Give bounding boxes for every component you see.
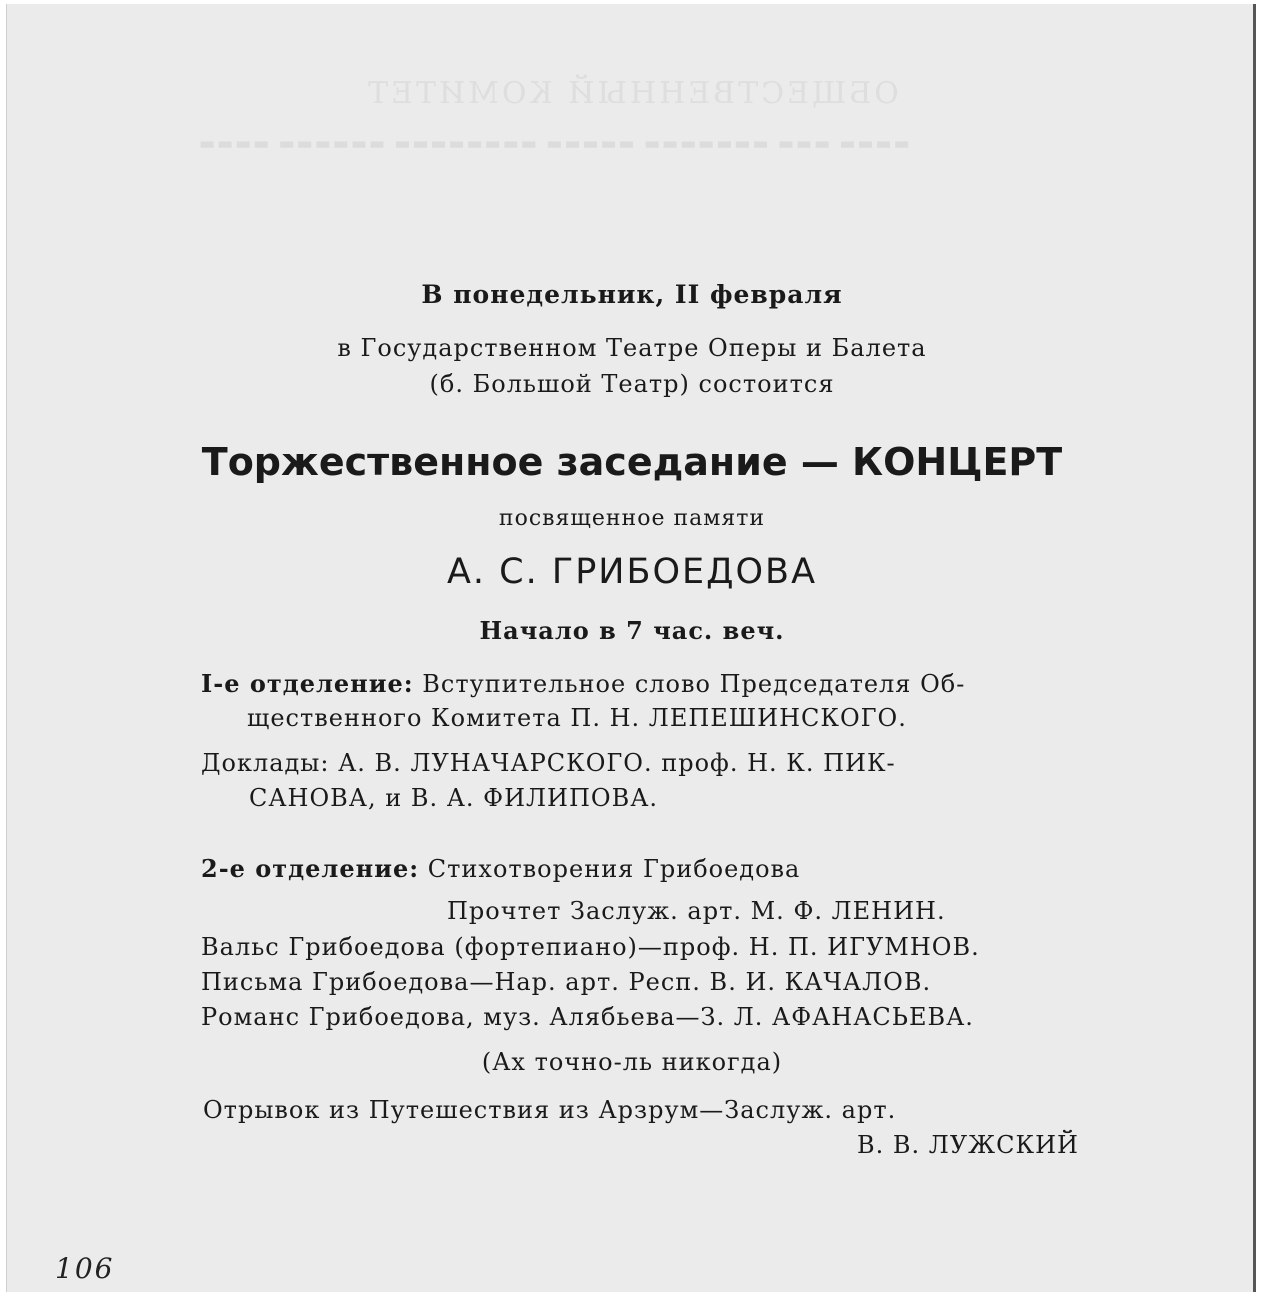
part-one-intro-text: Вступительное слово Председателя Об- [422, 670, 966, 698]
start-time: Начало в 7 час. веч. [479, 616, 785, 645]
part-two-line-4: Письма Грибоедова—Нар. арт. Респ. В. И. КАЧАЛОВ. [201, 968, 932, 996]
part-two-line-5: Романс Грибоедова, муз. Алябьева—З. Л. АФАНАСЬЕВА. [201, 1003, 974, 1031]
part-two-line-3: Вальс Грибоедова (фортепиано)—проф. Н. П. ИГУМНОВ. [201, 933, 980, 961]
part-one-label: I-е отделение: [201, 669, 414, 698]
bleed-through-subline: ▬▬▬▬ ▬▬▬ ▬▬▬▬▬▬▬ ▬▬▬▬▬ ▬▬▬▬▬▬▬▬ ▬▬▬▬▬▬ ▬▬▬▬ [197, 134, 910, 154]
dedication-line: посвященное памяти [498, 506, 766, 531]
venue-line-1: в Государственном Театре Оперы и Балета [337, 334, 927, 362]
program-sheet [6, 4, 1256, 1292]
event-title: Торжественное заседание — КОНЦЕРТ [201, 440, 1063, 484]
part-two-line-2: Прочтет Заслуж. арт. М. Ф. ЛЕНИН. [447, 897, 946, 925]
part-one-reports-2: САНОВА, и В. А. ФИЛИПОВА. [249, 784, 659, 812]
part-one-line-2: щественного Комитета П. Н. ЛЕПЕШИНСКОГО. [247, 704, 907, 732]
part-two-poems-text: Стихотворения Грибоедова [427, 855, 801, 883]
venue-line-2: (б. Большой Театр) состоится [429, 370, 835, 398]
part-two-line-1 [201, 854, 800, 883]
bleed-through-heading: ОБЩЕСТВЕННЫЙ КОМИТЕТ [365, 76, 899, 111]
part-two-line-6: (Ах точно-ль никогда) [481, 1048, 783, 1076]
part-one-reports-1: Доклады: А. В. ЛУНАЧАРСКОГО. проф. Н. К. ПИК- [201, 749, 896, 777]
handwritten-page-number: 106 [55, 1252, 115, 1285]
part-one-line-1 [201, 669, 965, 698]
date-line: В понедельник, II февраля [421, 280, 843, 309]
part-two-line-7: Отрывок из Путешествия из Арзрум—Заслуж. арт. [203, 1096, 897, 1124]
part-two-line-8: В. В. ЛУЖСКИЙ [857, 1131, 1079, 1159]
honoree-name: А. С. ГРИБОЕДОВА [446, 552, 818, 592]
part-two-label: 2-е отделение: [201, 854, 420, 883]
